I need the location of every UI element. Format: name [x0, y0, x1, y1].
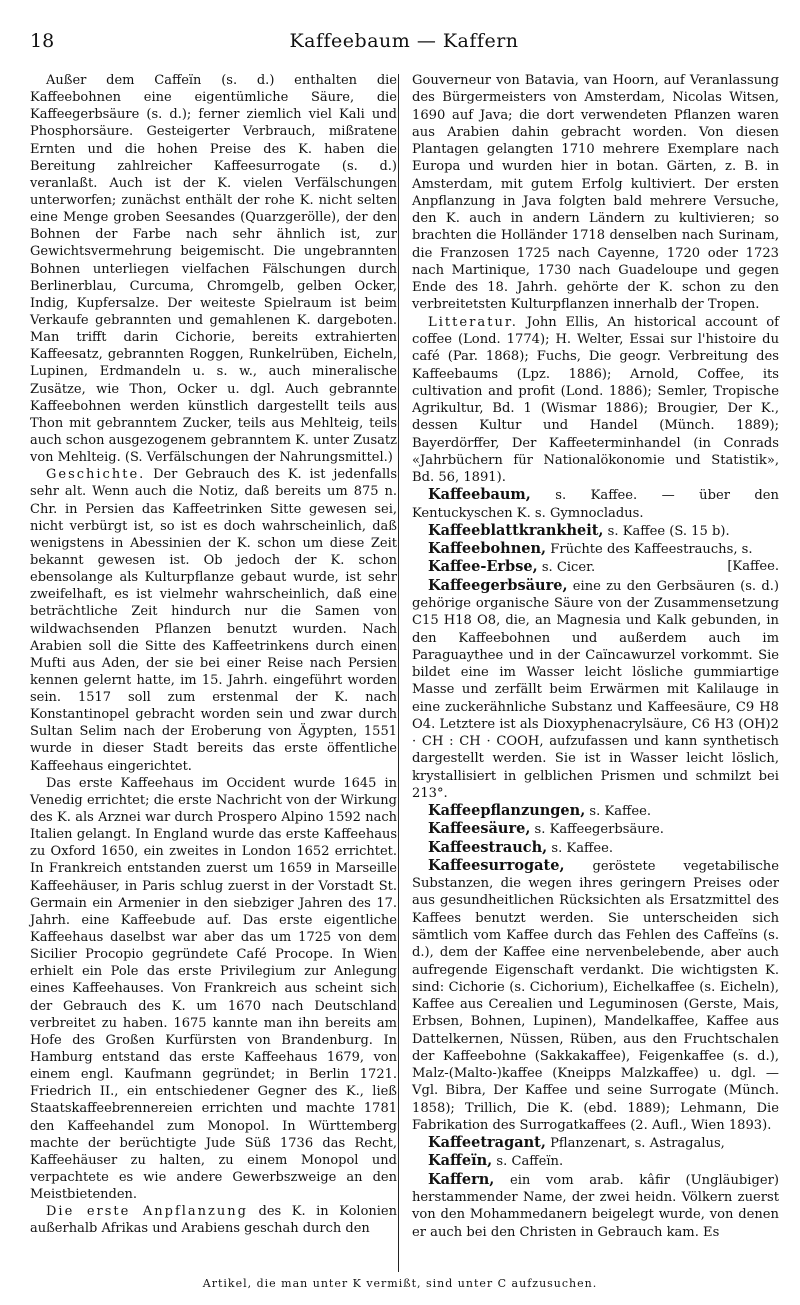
column-divider — [398, 74, 399, 1272]
entry-headword: Kaffeegerbsäure, — [428, 576, 568, 594]
literature-paragraph — [412, 314, 779, 487]
left-column — [30, 72, 397, 1238]
entry-text: s. Caffeïn. — [496, 1154, 564, 1170]
dictionary-entry — [412, 857, 779, 1134]
entry-text: s. Kaffeegerbsäure. — [534, 822, 664, 838]
paragraph — [30, 1203, 397, 1237]
entry-headword: Kaffeesurrogate, — [428, 856, 565, 874]
dictionary-entry — [412, 522, 779, 540]
entry-headword: Kaffeeblattkrankheit, — [428, 521, 604, 539]
entry-headword: Kaffee-Erbse, — [428, 558, 538, 576]
entry-headword: Kaffeetragant, — [428, 1134, 546, 1152]
footer-note: Artikel, die man unter K vermißt, sind unter C aufzusuchen. — [202, 1277, 598, 1290]
paragraph-text: John Ellis, An historical account of coffee (Lond. 1774); H. Welter, Essai sur l'histoire du café (Par. 1868); Fuchs, Die geogr. Verbreitung des Kaffeebaums (Lpz. 1886); Arnold, Coffee, its cultivation and profit (Lond. 1886); Semler, Tropische Agrikultur, Bd. 1 (Wismar 1886); Brougier, Der K., dessen Kultur und Handel (Münch. 1889); Bayerdörffer, Der Kaffeeterminhandel (in Conrads «Jahrbüchern für Nationalökonomie und Statistik», Bd. 56, 1891). — [412, 314, 779, 486]
entry-headword: Kaffeestrauch, — [428, 838, 548, 856]
right-column — [412, 72, 779, 1241]
dictionary-entry — [412, 820, 779, 838]
entry-headword: Kaffeïn, — [428, 1152, 493, 1170]
dictionary-entry — [412, 558, 779, 576]
entry-headword: Kaffeebaum, — [428, 486, 531, 504]
entry-text: s. Kaffee. — [589, 804, 652, 820]
paragraph-text: des K. in Kolonien außerhalb Afrikas und Arabiens geschah durch den — [30, 1204, 397, 1237]
entry-text: Früchte des Kaffeestrauchs, s. — [550, 542, 753, 558]
paragraph: Außer dem Caffeïn (s. d.) enthalten die Kaffeebohnen eine eigentümliche Säure, die Kaffeegerbsäure (s. d.); ferner ziemlich viel Kali und Phosphorsäure. Gesteigerter Verbrauch, mißratene Ernten und die hohen Preise des K. haben die Bereitung zahlreicher Kaffeesurrogate (s. d.) veranlaßt. Auch ist der K. vielen Verfälschungen unterworfen; zunächst enthält der rohe K. nicht selten eine Menge groben Seesandes (Quarzgerölle), der den Bohnen der Farbe nach sehr ähnlich ist, zur Gewichtsvermehrung beigemischt. Die ungebrannten Bohnen unterliegen vielfachen Fälschungen durch Berlinerblau, Curcuma, Chromgelb, gelben Ocker, Indig, Kupfersalze. Der weiteste Spielraum ist beim Verkaufe gebrannten und gemahlenen K. dargeboten. Man trifft darin Cichorie, bereits extrahierten Kaffeesatz, gebrannten Roggen, Runkelrüben, Eicheln, Lupinen, Erdmandeln u. s. w., auch mineralische Zusätze, wie Thon, Ocker u. dgl. Auch gebrannte Kaffeebohnen werden künstlich dargestellt teils aus Thon mit gebranntem Zucker, teils aus Mehlteig, teils auch schon ausgezogenem gebranntem K. unter Zusatz von Mehlteig. (S. Verfälschungen der Nahrungsmittel.) — [30, 73, 397, 466]
dictionary-entry — [412, 1152, 779, 1170]
paragraph-text: Der Gebrauch des K. ist jedenfalls sehr alt. Wenn auch die Notiz, daß bereits um 875 n. Chr. in Persien das Kaffeetrinken Sitte gewesen sei, nicht verbürgt ist, so ist es doch wahrscheinlich, daß wenigstens in Abessinien der K. schon um diese Zeit bekannt gewesen ist. Ob jedoch der K. schon ebensolange als Kulturpflanze gebaut wurde, ist sehr zweifelhaft, es ist vielmehr wahrscheinlich, daß eine beträchtliche Zeit hindurch nur die Samen von wildwachsenden Pflanzen benutzt wurden. Nach Arabien soll die Sitte des Kaffeetrinkens durch einen Mufti aus Aden, der sie bei einer Reise nach Persien kennen gelernt hatte, im 15. Jahrh. eingeführt worden sein. 1517 soll zum erstenmal der K. nach Konstantinopel gebracht worden sein und zwar durch Sultan Selim nach der Eroberung von Ägypten, 1551 wurde in dieser Stadt bereits das erste öffentliche Kaffeehaus eingerichtet. — [30, 467, 397, 774]
section-label: Litteratur. — [428, 314, 518, 330]
entry-text: s. Kaffee. — [551, 840, 613, 856]
entry-headword: Kaffern, — [428, 1170, 495, 1188]
entry-text: s. Kaffee. — über den Kentuckyschen K. s. Gymnocladus. — [412, 488, 779, 521]
section-label: Die erste Anpflanzung — [46, 1204, 248, 1220]
paragraph — [30, 466, 397, 775]
entry-text: geröstete vegetabilische Substanzen, die wegen ihres geringern Preises oder aus gesundheitlichen Rücksichten als Ersatzmittel des Kaffees benutzt werden. Sie unterscheiden sich sämtlich vom Kaffee durch das Fehlen des Caffeïns (s. d.), dem der Kaffee eine nervenbelebende, aber auch aufregende Eigenschaft verdankt. Die wichtigsten K. sind: Cichorie (s. Cichorium), Eichelkaffee (s. Eicheln), Kaffee aus Cerealien und Leguminosen (Gerste, Mais, Erbsen, Bohnen, Lupinen), Mandelkaffee, Kaffee aus Dattelkernen, Nüssen, Rüben, aus den Fruchtschalen der Kaffeebohne (Sakkakaffee), Feigenkaffee (s. d.), Malz-(Malto-)kaffee (Kneipps Malzkaffee) u. dgl. — Vgl. Bibra, Der Kaffee und seine Surrogate (Münch. 1858); Trillich, Die K. (ebd. 1889); Lehmann, Die Fabrikation des Surrogatkaffees (2. Aufl., Wien 1893). — [412, 858, 779, 1133]
page-number: 18 — [30, 30, 55, 52]
entry-text: eine zu den Gerbsäuren (s. d.) gehörige organische Säure von der Zusammensetzung C15 H18 O8, die, an Magnesia und Kalk gebunden, in den Kaffeebohnen und außerdem auch im Paraguaythee und in der Caïncawurzel vorkommt. Sie bildet eine im Wasser leicht lösliche gummiartige Masse und zerfällt beim Erwärmen mit Kalilauge in eine zuckerähnliche Substanz und Kaffeesäure, C9 H8 O4. Letztere ist als Dioxyphenacrylsäure, C6 H3 (OH)2 · CH : CH · COOH, aufzufassen und kann synthetisch dargestellt werden. Sie ist in Wasser leicht löslich, krystallisiert in gelblichen Prismen und schmilzt bei 213°. — [412, 578, 779, 801]
entry-text: s. Cicer. — [541, 560, 596, 576]
running-head: Kaffeebaum — Kaffern — [289, 30, 519, 52]
entry-text: ein vom arab. kâfir (Ungläubiger) herstammender Name, der zwei heidn. Völkern zuerst von den Mohammedanern beigelegt wurde, von denen er auch bei den Christen in Gebrauch kam. Es — [412, 1172, 779, 1240]
paragraph: Das erste Kaffeehaus im Occident wurde 1645 in Venedig errichtet; die erste Nachricht von der Wirkung des K. als Arznei war durch Prospero Alpino 1592 nach Italien gelangt. In England wurde das erste Kaffeehaus zu Oxford 1650, ein zweites in London 1652 errichtet. In Frankreich entstanden zuerst um 1659 in Marseille Kaffeehäuser, in Paris schlug zuerst in der Vorstadt St. Germain ein Armenier in den siebziger Jahren des 17. Jahrh. eine Kaffeebude auf. Das erste eigentliche Kaffeehaus daselbst war aber das um 1725 von dem Sicilier Procopio gegründete Café Procope. In Wien erhielt ein Pole das erste Privilegium zur Anlegung eines Kaffeehauses. Von Frankreich aus scheint sich der Gebrauch des K. um 1670 nach Deutschland verbreitet zu haben. 1675 kannte man ihn bereits am Hofe des Großen Kurfürsten von Brandenburg. In Hamburg entstand das erste Kaffeehaus 1679, von einem engl. Kaufmann gegründet; in Berlin 1721. Friedrich II., ein entschiedener Gegner des K., ließ Staatskaffeebrennereien errichten und machte 1781 den Kaffeehandel zum Monopol. In Württemberg machte der berüchtigte Jude Süß 1736 das Recht, Kaffeehäuser zu halten, zu einem Monopol und verpachtete es wie andere Gewerbszweige an den Meistbietenden. — [30, 775, 397, 1203]
paragraph: Gouverneur von Batavia, van Hoorn, auf Veranlassung des Bürgermeisters von Amsterdam, Nicolas Witsen, 1690 auf Java; die dort verwendeten Pflanzen waren aus Arabien dahin gebracht worden. Von diesen Plantagen gelangten 1710 mehrere Exemplare nach Europa und wurden hier in botan. Gärten, z. B. in Amsterdam, mit gutem Erfolg kultiviert. Der ersten Anpflanzung in Java folgten bald mehrere Versuche, den K. auch in andern Ländern zu kultivieren; so brachten die Holländer 1718 denselben nach Surinam, die Franzosen 1725 nach Cayenne, 1720 oder 1723 nach Martinique, 1730 nach Guadeloupe und gegen Ende des 18. Jahrh. gehörte der K. schon zu den verbreitetsten Kulturpflanzen innerhalb der Tropen. — [412, 73, 779, 313]
entry-headword: Kaffeepflanzungen, — [428, 802, 586, 820]
dictionary-entry — [412, 577, 779, 802]
dictionary-entry — [412, 1171, 779, 1241]
dictionary-entry — [412, 1134, 779, 1152]
dictionary-entry — [412, 486, 779, 522]
entry-text: s. Kaffee (S. 15 b). — [607, 523, 730, 539]
entry-continuation: [Kaffee. — [727, 559, 779, 575]
page-header — [30, 30, 778, 56]
section-label: Geschichte. — [46, 467, 146, 483]
entry-text: Pflanzenart, s. Astragalus, — [550, 1136, 725, 1152]
dictionary-entry — [412, 540, 779, 558]
entry-headword: Kaffeebohnen, — [428, 540, 547, 558]
entry-headword: Kaffeesäure, — [428, 820, 531, 838]
dictionary-entry — [412, 839, 779, 857]
dictionary-entry — [412, 802, 779, 820]
